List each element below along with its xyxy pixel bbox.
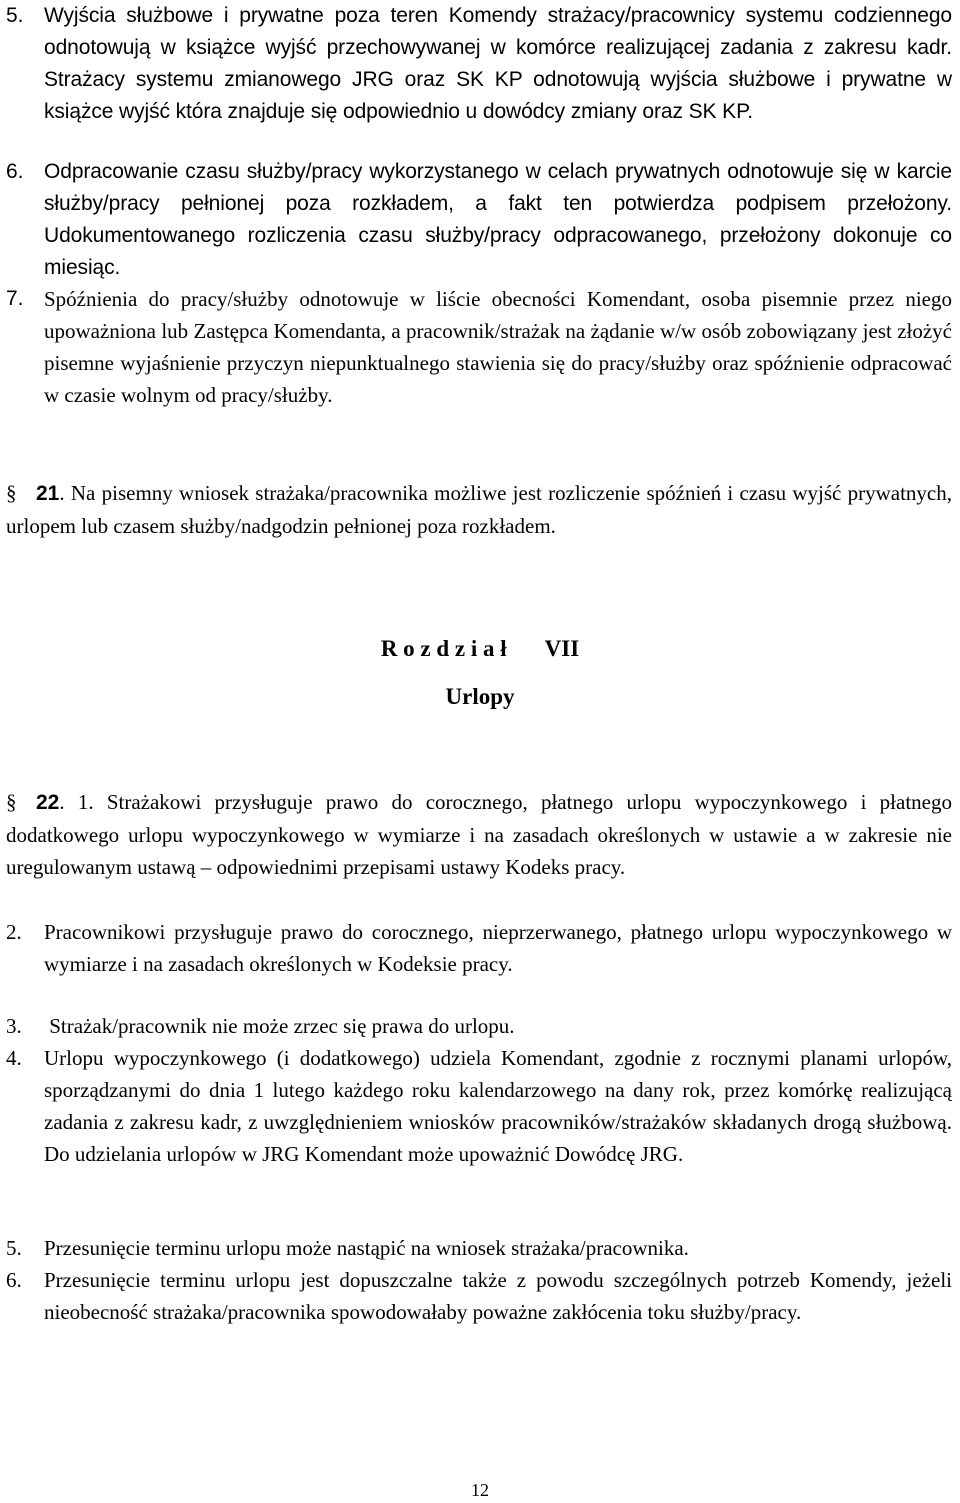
paragraph-21 [6,477,952,542]
list-item-text: Przesunięcie terminu urlopu może nastąpić na wniosek strażaka/pracownika. [44,1236,689,1260]
list-item-text: Urlopu wypoczynkowego (i dodatkowego) udziela Komendant, zgodnie z rocznymi planami urlopów, sporządzanymi do dnia 1 lutego każdego roku kalendarzowego na dany rok, przez komórkę realizującą zadania z zakresu kadr, z uwzględnieniem wniosków pracowników/strażaków składanych drogą służbową. Do udzielania urlopów w JRG Komendant może upoważnić Dowódcę JRG. [44,1046,952,1166]
list-item-3 [6,1010,952,1042]
list-item-text: Przesunięcie terminu urlopu jest dopuszczalne także z powodu szczególnych potrzeb Komendy, jeżeli nieobecność strażaka/pracownika spowodowałaby poważne zakłócenia toku służby/pracy. [44,1268,952,1324]
list-item-text: Spóźnienia do pracy/służby odnotowuje w liście obecności Komendant, osoba pisemnie przez niego upoważniona lub Zastępca Komendanta, a pracownik/strażak na żądanie w/w osób zobowiązany jest złożyć pisemne wyjaśnienie przyczyn niepunktualnego stawienia się do pracy/służby oraz spóźnienie odpracować w czasie wolnym od pracy/służby. [44,287,952,407]
list-item-number: 3. [6,1014,22,1038]
list-item-5 [6,0,952,128]
list-item-number: 6. [6,160,24,183]
list-item-6 [6,156,952,284]
chapter-number: VII [544,636,580,661]
section-sign: § [6,481,17,505]
paragraph-22 [6,786,952,883]
list-item-text: Odpracowanie czasu służby/pracy wykorzystanego w celach prywatnych odnotowuje się w karcie służby/pracy pełnionej poza rozkładem, a fakt ten potwierdza podpisem przełożony. Udokumentowanego rozliczenia czasu służby/pracy odpracowanego, przełożony dokonuje co miesiąc. [44,160,952,279]
list-item-number: 4. [6,1046,22,1070]
paragraph-text: . Na pisemny wniosek strażaka/pracownika możliwe jest rozliczenie spóźnień i czasu wyjść prywatnych, urlopem lub czasem służby/nadgodzin pełnionej poza rozkładem. [6,481,952,538]
list-item-number: 5. [6,4,24,27]
section-sign: § [6,790,17,814]
list-item-number: 2. [6,920,22,944]
list-item-7 [6,283,952,411]
list-item-5b [6,1232,952,1264]
list-item-4 [6,1042,952,1170]
paragraph-number: 22 [36,791,60,814]
list-item-text: Wyjścia służbowe i prywatne poza teren Komendy strażacy/pracownicy systemu codziennego odnotowują w książce wyjść przechowywanej w komórce realizującej zadania z zakresu kadr. Strażacy systemu zmianowego JRG oraz SK KP odnotowują wyjścia służbowe i prywatne w książce wyjść która znajduje się odpowiednio u dowódcy zmiany oraz SK KP. [44,4,952,123]
list-item-text: Strażak/pracownik nie może zrzec się prawa do urlopu. [44,1014,515,1038]
page-number: 12 [471,1480,489,1500]
paragraph-number: 21 [36,482,60,505]
list-item-number: 7. [6,287,24,310]
chapter-heading [0,636,960,662]
list-item-2 [6,916,952,980]
chapter-label: R o z d z i a ł [380,636,507,661]
list-item-number: 6. [6,1268,22,1292]
list-item-text: Pracownikowi przysługuje prawo do corocznego, nieprzerwanego, płatnego urlopu wypoczynkowego w wymiarze i na zasadach określonych w Kodeksie pracy. [44,920,952,976]
list-item-6b [6,1264,952,1328]
list-item-number: 5. [6,1236,22,1260]
chapter-title: Urlopy [445,684,515,709]
paragraph-text: . 1. Strażakowi przysługuje prawo do corocznego, płatnego urlopu wypoczynkowego i płatnego dodatkowego urlopu wypoczynkowego w wymiarze i na zasadach określonych w ustawie a w zakresie nie uregulowanym ustawą – odpowiednimi przepisami ustawy Kodeks pracy. [6,790,952,879]
